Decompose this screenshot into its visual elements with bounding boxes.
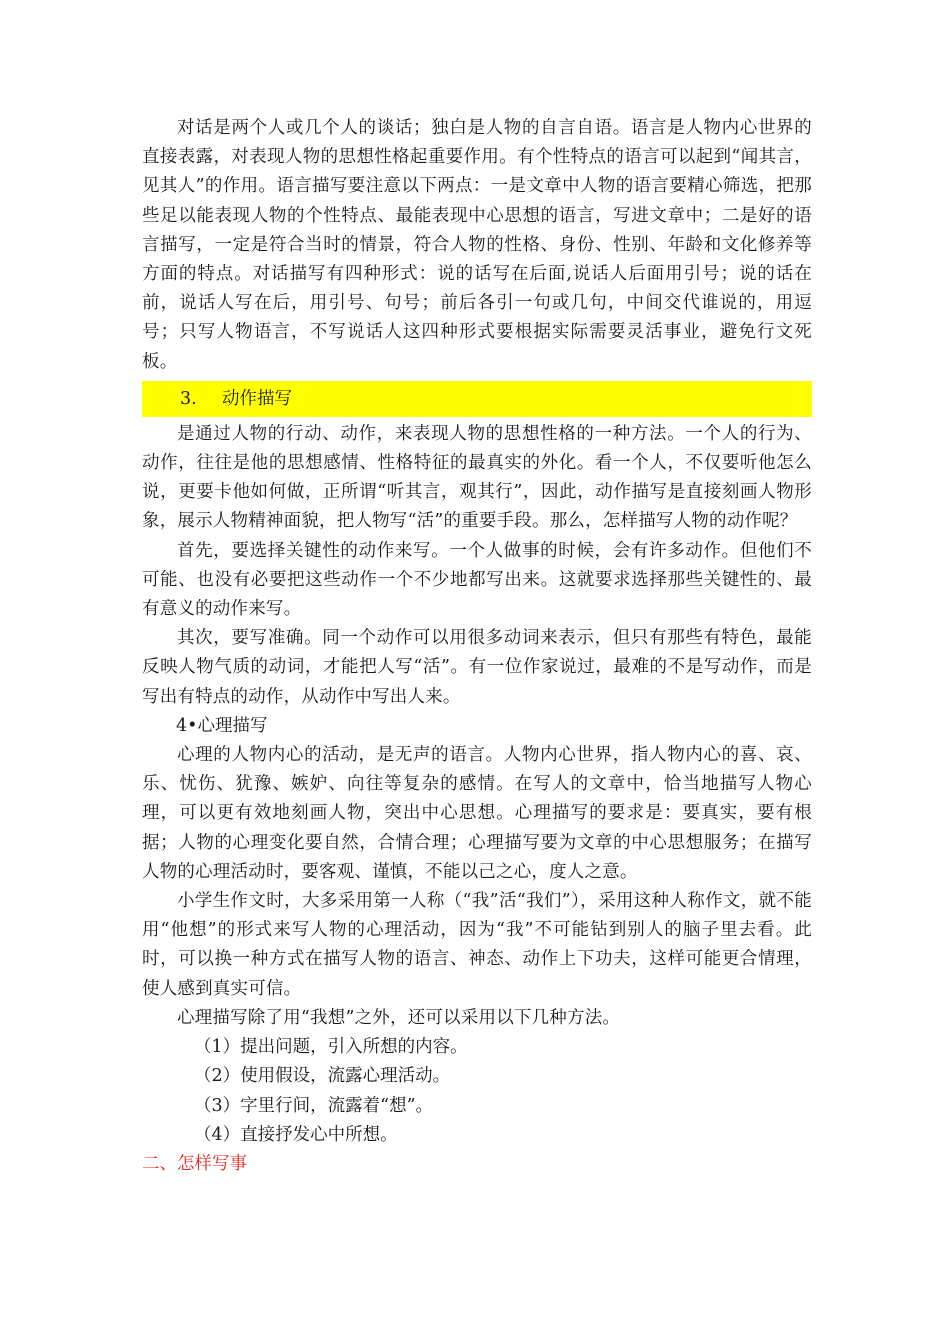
method-item: （4）直接抒发心中所想。 <box>194 1124 398 1145</box>
section-number: 3. <box>180 388 197 409</box>
next-section-title: 二、怎样写事 <box>142 1153 247 1174</box>
psychology-paragraph-2: 小学生作文时，大多采用第一人称（“我”活“我们”），采用这种人称作文，就不能用“他想”的形式来写人物的心理活动，因为“我”不可能钻到别人的脑子里去看。此时，可以换一种方式在描写人物的语言、神态、动作上下功夫，这样可能更合情理，使人感到真实可信。 <box>142 891 812 999</box>
action-paragraph-1: 是通过人物的行动、动作，来表现人物的思想性格的一种方法。一个人的行为、动作，往往是他的思想感情、性格特征的最真实的外化。看一个人，不仅要听他怎么说，更要卡他如何做，正所谓“听其言，观其行”，因此，动作描写是直接刻画人物形象，展示人物精神面貌，把人物写“活”的重要手段。那么，怎样描写人物的动作呢？ <box>142 423 812 532</box>
section-title: 动作描写 <box>222 388 292 409</box>
method-item: （2）使用假设，流露心理活动。 <box>194 1066 451 1087</box>
method-item: （3）字里行间，流露着“想”。 <box>194 1095 434 1116</box>
section-heading-action <box>142 381 812 417</box>
psychology-paragraph-1: 心理的人物内心的活动，是无声的语言。人物内心世界，指人物内心的喜、哀、乐、忧伤、犹豫、嫉妒、向往等复杂的感情。在写人的文章中，恰当地描写人物心理，可以更有效地刻画人物，突出中心思想。心理描写的要求是：要真实，要有根据；人物的心理变化要自然，合情合理；心理描写要为文章的中心思想服务；在描写人物的心理活动时，要客观、谨慎，不能以己之心，度人之意。 <box>142 745 812 882</box>
dialogue-paragraph: 对话是两个人或几个人的谈话；独白是人物的自言自语。语言是人物内心世界的直接表露，对表现人物的思想性格起重要作用。有个性特点的语言可以起到“闻其言，见其人”的作用。语言描写要注意以下两点：一是文章中人物的语言要精心筛选，把那些足以能表现人物的个性特点、最能表现中心思想的语言，写进文章中；二是好的语言描写，一定是符合当时的情景，符合人物的性格、身份、性别、年龄和文化修养等方面的特点。对话描写有四种形式：说的话写在后面,说话人后面用引号；说的话在前，说话人写在后，用引号、句号；前后各引一句或几句，中间交代谁说的，用逗号；只写人物语言，不写说话人这四种形式要根据实际需要灵活事业，避免行文死板。 <box>142 118 812 372</box>
document-page <box>142 114 812 1179</box>
action-paragraph-3: 其次，要写准确。同一个动作可以用很多动词来表示，但只有那些有特色，最能反映人物气质的动词，才能把人写“活”。有一位作家说过，最难的不是写动作，而是写出有特点的动作，从动作中写出人来。 <box>142 628 812 707</box>
section-heading-psychology: 4•心理描写 <box>176 715 268 736</box>
action-paragraph-2: 首先，要选择关键性的动作来写。一个人做事的时候，会有许多动作。但他们不可能、也没有必要把这些动作一个不少地都写出来。这就要求选择那些关键性的、最有意义的动作来写。 <box>142 540 812 620</box>
psychology-paragraph-3: 心理描写除了用“我想”之外，还可以采用以下几种方法。 <box>177 1007 621 1028</box>
method-item: （1）提出问题，引入所想的内容。 <box>194 1037 468 1058</box>
